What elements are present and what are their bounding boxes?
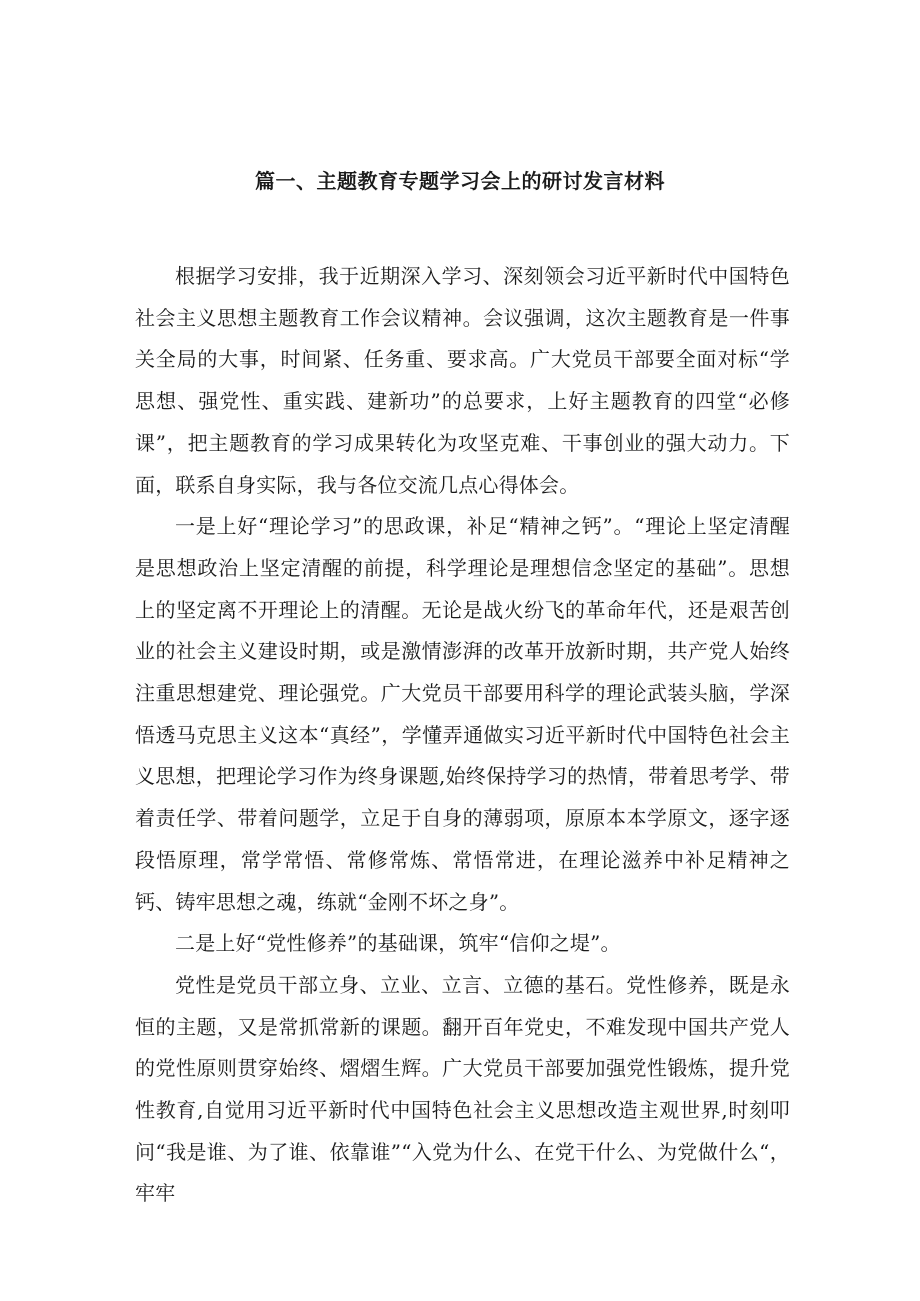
- document-title: 篇一、主题教育专题学习会上的研讨发言材料: [255, 169, 665, 193]
- document-body: [135, 256, 790, 1215]
- paragraph-theory-study: 一是上好“理论学习”的思政课，补足“精神之钙”。“理论上坚定清醒是思想政治上坚定清醒的前提，科学理论是理想信念坚定的基础”。思想上的坚定离不开理论上的清醒。无论是战火纷飞的革命年代，还是艰苦创业的社会主义建设时期，或是激情澎湃的改革开放新时期，共产党人始终注重思想建党、理论强党。广大党员干部要用科学的理论武装头脑，学深悟透马克思主义这本“真经”，学懂弄通做实习近平新时代中国特色社会主义思想，把理论学习作为终身课题,始终保持学习的热情，带着思考学、带着责任学、带着问题学，立足于自身的薄弱项，原原本本学原文，逐字逐段悟原理，常学常悟、常修常炼、常悟常进，在理论滋养中补足精神之钙、铸牢思想之魂，练就“金刚不坏之身”。: [135, 514, 790, 914]
- paragraph-party-spirit: 党性是党员干部立身、立业、立言、立德的基石。党性修养，既是永恒的主题，又是常抓常新的课题。翻开百年党史，不难发现中国共产党人的党性原则贯穿始终、熠熠生辉。广大党员干部要加强党性锻炼，提升党性教育,自觉用习近平新时代中国特色社会主义思想改造主观世界,时刻叩问“我是谁、为了谁、依靠谁”“入党为什么、在党干什么、为党做什么“，牢牢: [135, 972, 790, 1206]
- paragraph-intro: 根据学习安排，我于近期深入学习、深刻领会习近平新时代中国特色社会主义思想主题教育工作会议精神。会议强调，这次主题教育是一件事关全局的大事，时间紧、任务重、要求高。广大党员干部要全面对标“学思想、强党性、重实践、建新功”的总要求，上好主题教育的四堂“必修课”，把主题教育的学习成果转化为攻坚克难、干事创业的强大动力。下面，联系自身实际，我与各位交流几点心得体会。: [135, 264, 790, 497]
- paragraph-party-spirit-heading: 二是上好“党性修养”的基础课，筑牢“信仰之堤”。: [175, 931, 621, 956]
